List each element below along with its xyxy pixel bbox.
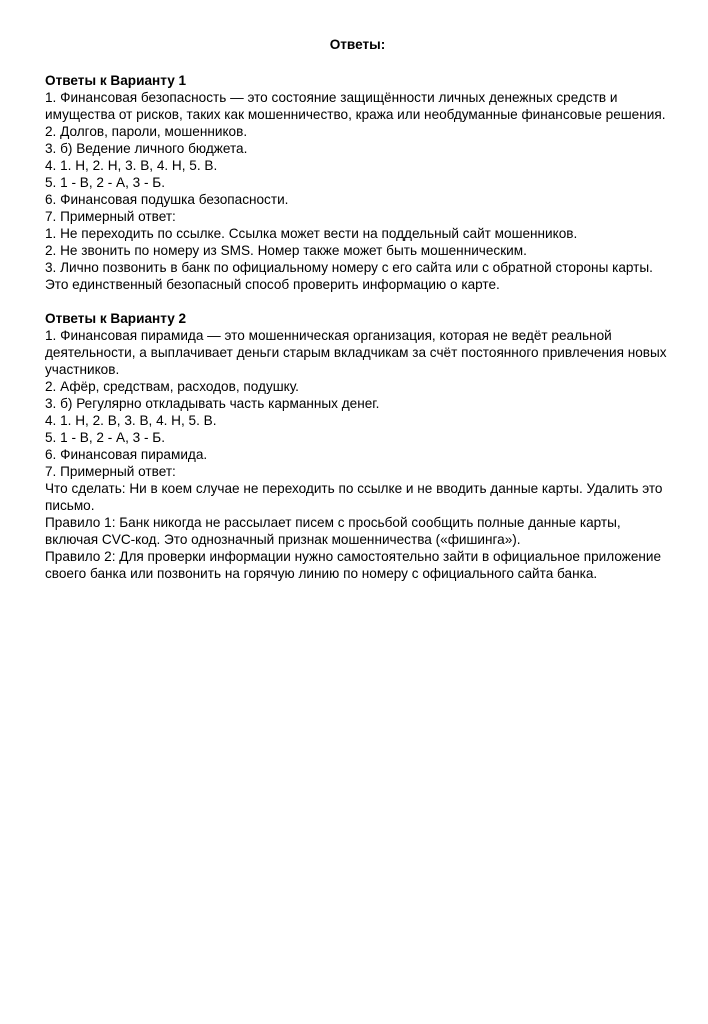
variant-2-answer-line: 4. 1. Н, 2. В, 3. В, 4. Н, 5. В. <box>45 413 217 428</box>
variant-1-answer-line: 5. 1 - В, 2 - А, 3 - Б. <box>45 175 165 190</box>
variant-2-answer-line: 6. Финансовая пирамида. <box>45 447 208 462</box>
variant-2-answer-line: 7. Примерный ответ: <box>45 464 176 479</box>
variant-2-answer-line: Правило 1: Банк никогда не рассылает писем с просьбой сообщить полные данные карты, включая CVC-код. Это однозначный признак мошенничества («фишинга»). <box>45 515 621 547</box>
variant-2-section <box>45 310 670 582</box>
variant-1-answer-line: 2. Долгов, пароли, мошенников. <box>45 124 248 139</box>
variant-1-answer-line: 1. Финансовая безопасность — это состояние защищённости личных денежных средств и имущества от рисков, таких как мошенничество, кража или необдуманные финансовые решения. <box>45 90 666 122</box>
variant-1-answer-line: 6. Финансовая подушка безопасности. <box>45 192 289 207</box>
variant-2-answer-line: Что сделать: Ни в коем случае не переходить по ссылке и не вводить данные карты. Удалить это письмо. <box>45 481 663 513</box>
document-page <box>45 36 670 599</box>
variant-2-heading: Ответы к Варианту 2 <box>45 311 187 326</box>
variant-1-answer-line: 1. Не переходить по ссылке. Ссылка может вести на поддельный сайт мошенников. <box>45 226 578 241</box>
variant-2-answer-line: 2. Афёр, средствам, расходов, подушку. <box>45 379 299 394</box>
variant-1-section <box>45 72 670 293</box>
variant-1-answer-line: 2. Не звонить по номеру из SMS. Номер также может быть мошенническим. <box>45 243 527 258</box>
variant-1-answer-line: 3. Лично позвонить в банк по официальному номеру с его сайта или с обратной стороны карты. Это единственный безопасный способ проверить информацию о карте. <box>45 260 653 292</box>
variant-1-heading: Ответы к Варианту 1 <box>45 73 187 88</box>
page-title: Ответы: <box>329 37 386 52</box>
variant-1-answer-line: 4. 1. Н, 2. Н, 3. В, 4. Н, 5. В. <box>45 158 218 173</box>
variant-2-answer-line: Правило 2: Для проверки информации нужно самостоятельно зайти в официальное приложение своего банка или позвонить на горячую линию по номеру с официального сайта банка. <box>45 549 662 581</box>
variant-1-answer-line: 7. Примерный ответ: <box>45 209 176 224</box>
variant-2-answer-line: 3. б) Регулярно откладывать часть карманных денег. <box>45 396 380 411</box>
variant-1-answer-line: 3. б) Ведение личного бюджета. <box>45 141 248 156</box>
variant-2-answer-line: 5. 1 - В, 2 - А, 3 - Б. <box>45 430 165 445</box>
variant-2-answer-line: 1. Финансовая пирамида — это мошенническая организация, которая не ведёт реальной деятельности, а выплачивает деньги старым вкладчикам за счёт постоянного привлечения новых участников. <box>45 328 667 377</box>
